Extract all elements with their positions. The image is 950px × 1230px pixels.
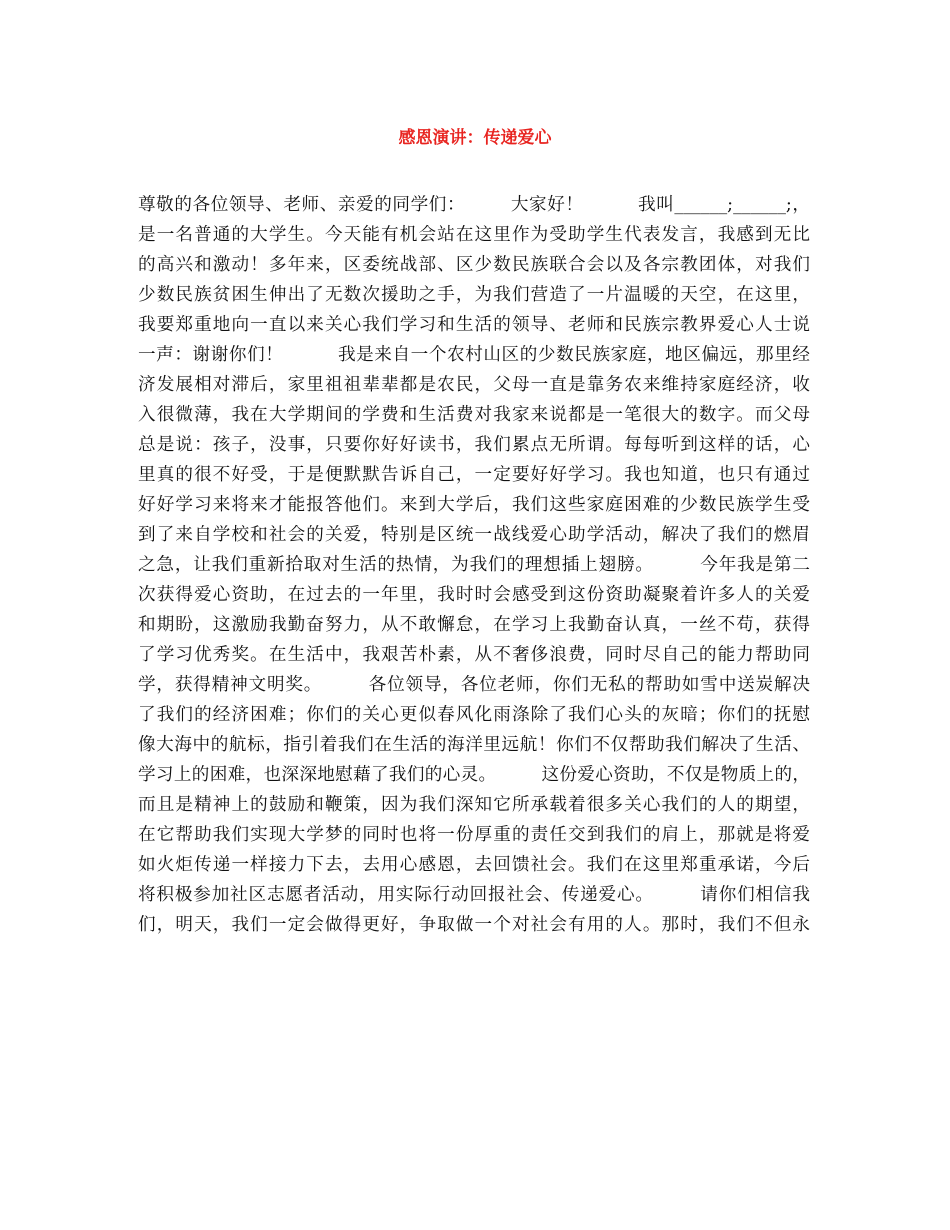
text-line: 里真的很不好受，于是便默默告诉自己，一定要好好学习。我也知道，也只有通过 — [138, 465, 810, 485]
text-line: 好好学习来将来才能报答他们。来到大学后，我们这些家庭困难的少数民族学生受 — [138, 495, 810, 515]
text-line: 的高兴和激动！多年来，区委统战部、区少数民族联合会以及各宗教团体，对我们 — [138, 255, 810, 275]
text-line: 之急，让我们重新拾取对生活的热情，为我们的理想插上翅膀。 今年我是第二 — [138, 555, 810, 575]
text-line: 如火炬传递一样接力下去，去用心感恩，去回馈社会。我们在这里郑重承诺，今后 — [138, 855, 810, 875]
text-line: 学，获得精神文明奖。 各位领导，各位老师，你们无私的帮助如雪中送炭解决 — [138, 675, 810, 695]
document-title: 感恩演讲：传递爱心 — [398, 128, 552, 148]
text-line: 济发展相对滞后，家里祖祖辈辈都是农民，父母一直是靠务农来维持家庭经济，收 — [138, 375, 810, 395]
text-line: 总是说：孩子，没事，只要你好好读书，我们累点无所谓。每每听到这样的话，心 — [138, 435, 810, 455]
text-line: 尊敬的各位领导、老师、亲爱的同学们： 大家好！ 我叫______;______;， — [138, 195, 810, 215]
text-line: 少数民族贫困生伸出了无数次援助之手，为我们营造了一片温暖的天空，在这里， — [138, 285, 810, 305]
text-line: 了我们的经济困难；你们的关心更似春风化雨涤除了我们心头的灰暗；你们的抚慰 — [138, 705, 810, 725]
text-line: 们，明天，我们一定会做得更好，争取做一个对社会有用的人。那时，我们不但永 — [138, 915, 810, 935]
text-line: 到了来自学校和社会的关爱，特别是区统一战线爱心助学活动，解决了我们的燃眉 — [138, 525, 810, 545]
text-line: 是一名普通的大学生。今天能有机会站在这里作为受助学生代表发言，我感到无比 — [138, 225, 810, 245]
text-line: 学习上的困难，也深深地慰藉了我们的心灵。 这份爱心资助，不仅是物质上的， — [138, 765, 810, 785]
text-line: 一声：谢谢你们！ 我是来自一个农村山区的少数民族家庭，地区偏远，那里经 — [138, 345, 810, 365]
text-line: 将积极参加社区志愿者活动，用实际行动回报社会、传递爱心。 请你们相信我 — [138, 885, 810, 905]
text-line: 了学习优秀奖。在生活中，我艰苦朴素，从不奢侈浪费，同时尽自己的能力帮助同 — [138, 645, 810, 665]
text-line: 次获得爱心资助，在过去的一年里，我时时会感受到这份资助凝聚着许多人的关爱 — [138, 585, 810, 605]
text-line: 像大海中的航标，指引着我们在生活的海洋里远航！你们不仅帮助我们解决了生活、 — [138, 735, 810, 755]
text-line: 和期盼，这激励我勤奋努力，从不敢懈怠，在学习上我勤奋认真，一丝不苟，获得 — [138, 615, 810, 635]
text-line: 入很微薄，我在大学期间的学费和生活费对我家来说都是一笔很大的数字。而父母 — [138, 405, 810, 425]
text-line: 而且是精神上的鼓励和鞭策，因为我们深知它所承载着很多关心我们的人的期望， — [138, 795, 810, 815]
text-line: 我要郑重地向一直以来关心我们学习和生活的领导、老师和民族宗教界爱心人士说 — [138, 315, 810, 335]
speech-body — [138, 190, 828, 940]
text-line: 在它帮助我们实现大学梦的同时也将一份厚重的责任交到我们的肩上，那就是将爱 — [138, 825, 810, 845]
